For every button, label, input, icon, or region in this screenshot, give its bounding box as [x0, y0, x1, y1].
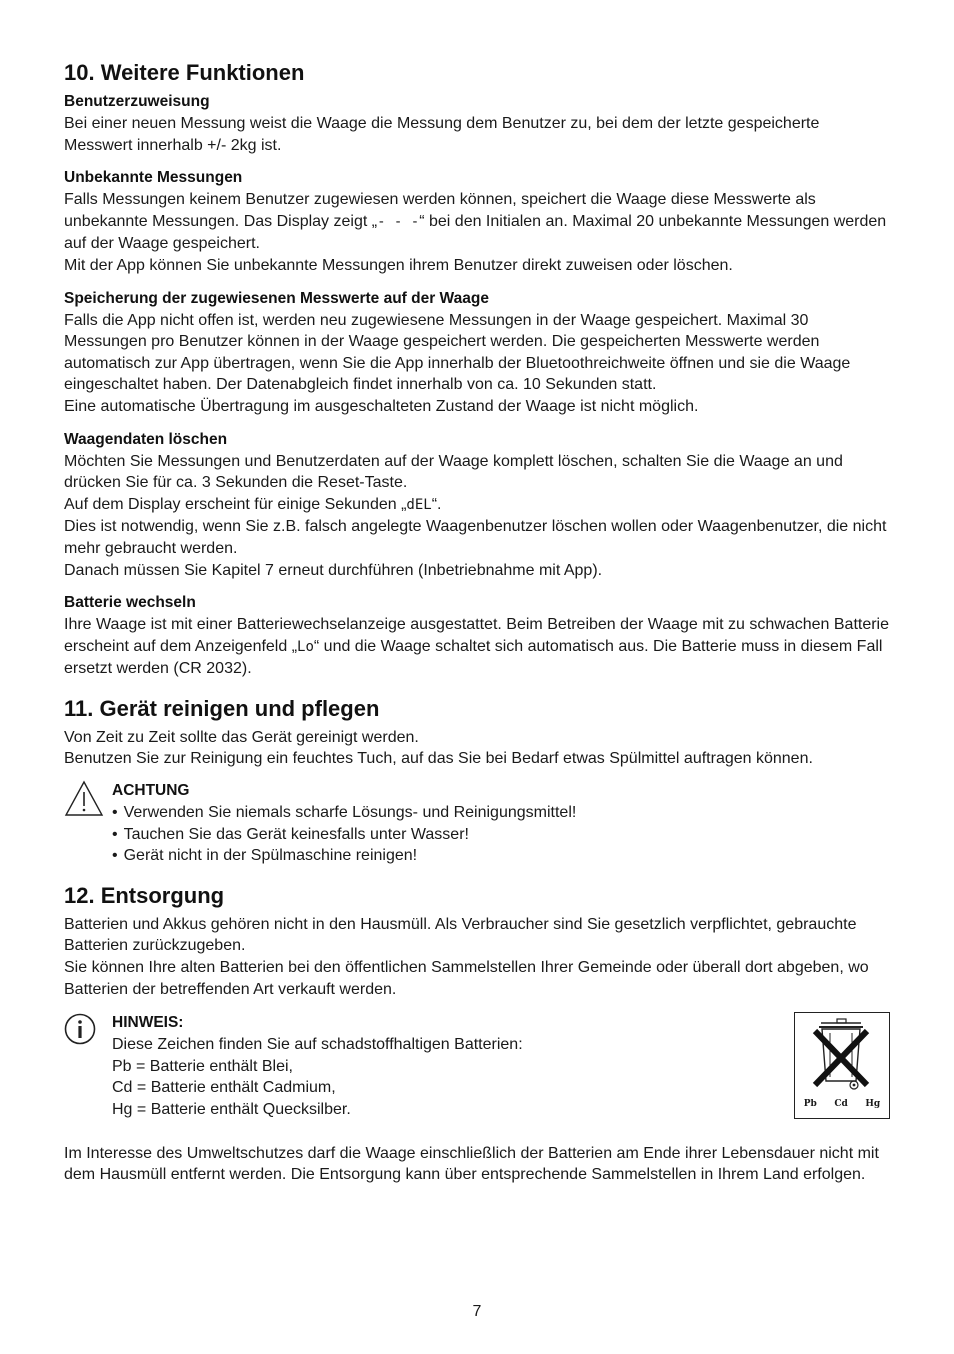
display-lo: Lo [297, 638, 314, 655]
section-11-title: 11. Gerät reinigen und pflegen [64, 695, 380, 721]
list-item: • Gerät nicht in der Spülmaschine reinigen! [112, 845, 890, 867]
entsorgung-text: Batterien und Akkus gehören nicht in den Hausmüll. Als Verbraucher sind Sie gesetzlich verpflichtet, gebrauchte Batterien zurückzugeben. [64, 915, 857, 955]
hinweis-heading: HINWEIS: [112, 1014, 184, 1032]
crossed-bin-battery-icon [794, 1012, 890, 1119]
hg-label: Hg [865, 1099, 881, 1110]
hinweis-line: Cd = Batterie enthält Cadmium, [112, 1079, 336, 1097]
list-item: • Tauchen Sie das Gerät keinesfalls unter Wasser! [112, 824, 890, 846]
waagendaten-loeschen-heading: Waagendaten löschen [64, 430, 228, 448]
unbekannte-messungen-heading: Unbekannte Messungen [64, 169, 243, 187]
display-del: dEL [406, 496, 432, 513]
achtung-list [112, 802, 890, 867]
page-content [64, 58, 890, 1186]
pb-label: Pb [803, 1099, 817, 1110]
display-dashes: - - - [377, 213, 420, 230]
unbekannte-messungen-text-2: Mit der App können Sie unbekannte Messungen ihrem Benutzer direkt zuweisen oder löschen. [64, 256, 733, 274]
waagendaten-loeschen-text-3: Dies ist notwendig, wenn Sie z.B. falsch angelegte Waagenbenutzer löschen wollen oder Waagenbenutzer, die nicht mehr gebraucht werden. [64, 518, 887, 557]
section-10-title: 10. Weitere Funktionen [64, 60, 305, 85]
achtung-notice [64, 780, 890, 867]
umweltschutz-text: Im Interesse des Umweltschutzes darf die Waage einschließlich der Batterien am Ende ihrer Lebensdauer nicht mit dem Hausmüll entfernt werden. Die Entsorgung kann über entsprechende Sammelstellen in Ihrem Land erfolgen. [64, 1144, 879, 1184]
benutzerzuweisung-heading: Benutzerzuweisung [64, 93, 210, 110]
batterie-wechseln-text: Ihre Waage ist mit einer Batteriewechselanzeige ausgestattet. Beim Betreiben der Waage mit zu schwachen Batterie erscheint auf dem Anzeigenfeld „Lo“ und die Waage schaltet sich automatisch aus. Die Batterie muss in diesem Fall ersetzt werden (CR 2032). [64, 616, 890, 678]
cd-label: Cd [834, 1099, 848, 1110]
batterie-wechseln-heading: Batterie wechseln [64, 594, 196, 612]
waagendaten-loeschen-text: Möchten Sie Messungen und Benutzerdaten auf der Waage komplett löschen, schalten Sie die Waage an und drücken Sie für ca. 3 Sekunden die Reset-Taste. [64, 452, 843, 492]
achtung-heading: ACHTUNG [112, 782, 190, 800]
battery-symbol-labels [795, 1099, 889, 1109]
speicherung-heading: Speicherung der zugewiesenen Messwerte auf der Waage [64, 289, 489, 307]
speicherung-text-2: Eine automatische Übertragung im ausgeschalteten Zustand der Waage ist nicht möglich. [64, 397, 699, 415]
speicherung-text: Falls die App nicht offen ist, werden neu zugewiesene Messungen in der Waage gespeichert. Maximal 30 Messungen pro Benutzer können in der Waage gespeichert werden. Die gespeicherten Messwerte werden automatisch zur App übertragen, wenn Sie die App innerhalb der Bluetoothreichweite öffnen und sie die Waage eingeschaltet haben. Der Datenabgleich findet innerhalb von ca. 10 Sekunden statt. [64, 311, 851, 394]
page-number: 7 [472, 1303, 482, 1320]
hinweis-row [64, 1012, 890, 1120]
section-12-title: 12. Entsorgung [64, 882, 225, 908]
unbekannte-messungen-text: Falls Messungen keinem Benutzer zugewiesen werden können, speichert die Waage diese Messwerte als unbekannte Messungen. Das Display zeigt „- - -“ bei den Initialen an. Maximal 20 unbekannte Messungen werden auf der Waage gespeichert. [64, 191, 887, 253]
reinigen-text: Von Zeit zu Zeit sollte das Gerät gereinigt werden. [64, 728, 419, 746]
list-item: • Verwenden Sie niemals scharfe Lösungs- und Reinigungsmittel! [112, 802, 890, 824]
hinweis-line: Pb = Batterie enthält Blei, [112, 1057, 293, 1075]
entsorgung-text-2: Sie können Ihre alten Batterien bei den öffentlichen Sammelstellen Ihrer Gemeinde oder überall dort abgeben, wo Batterien der betreffenden Art verkauft werden. [64, 959, 869, 998]
hinweis-line: Hg = Batterie enthält Quecksilber. [112, 1101, 351, 1118]
benutzerzuweisung-text: Bei einer neuen Messung weist die Waage die Messung dem Benutzer zu, bei dem der letzte gespeicherte Messwert innerhalb +/- 2kg ist. [64, 115, 820, 154]
waagendaten-loeschen-text-4: Danach müssen Sie Kapitel 7 erneut durchführen (Inbetriebnahme mit App). [64, 561, 603, 579]
hinweis-line: Diese Zeichen finden Sie auf schadstoffhaltigen Batterien: [112, 1036, 523, 1054]
hinweis-notice [64, 1012, 890, 1120]
info-icon [64, 1012, 98, 1051]
waagendaten-loeschen-text-2: Auf dem Display erscheint für einige Sekunden „dEL“. [64, 495, 442, 513]
reinigen-text-2: Benutzen Sie zur Reinigung ein feuchtes Tuch, auf das Sie bei Bedarf etwas Spülmittel auftragen können. [64, 750, 813, 768]
warning-icon [64, 780, 104, 823]
